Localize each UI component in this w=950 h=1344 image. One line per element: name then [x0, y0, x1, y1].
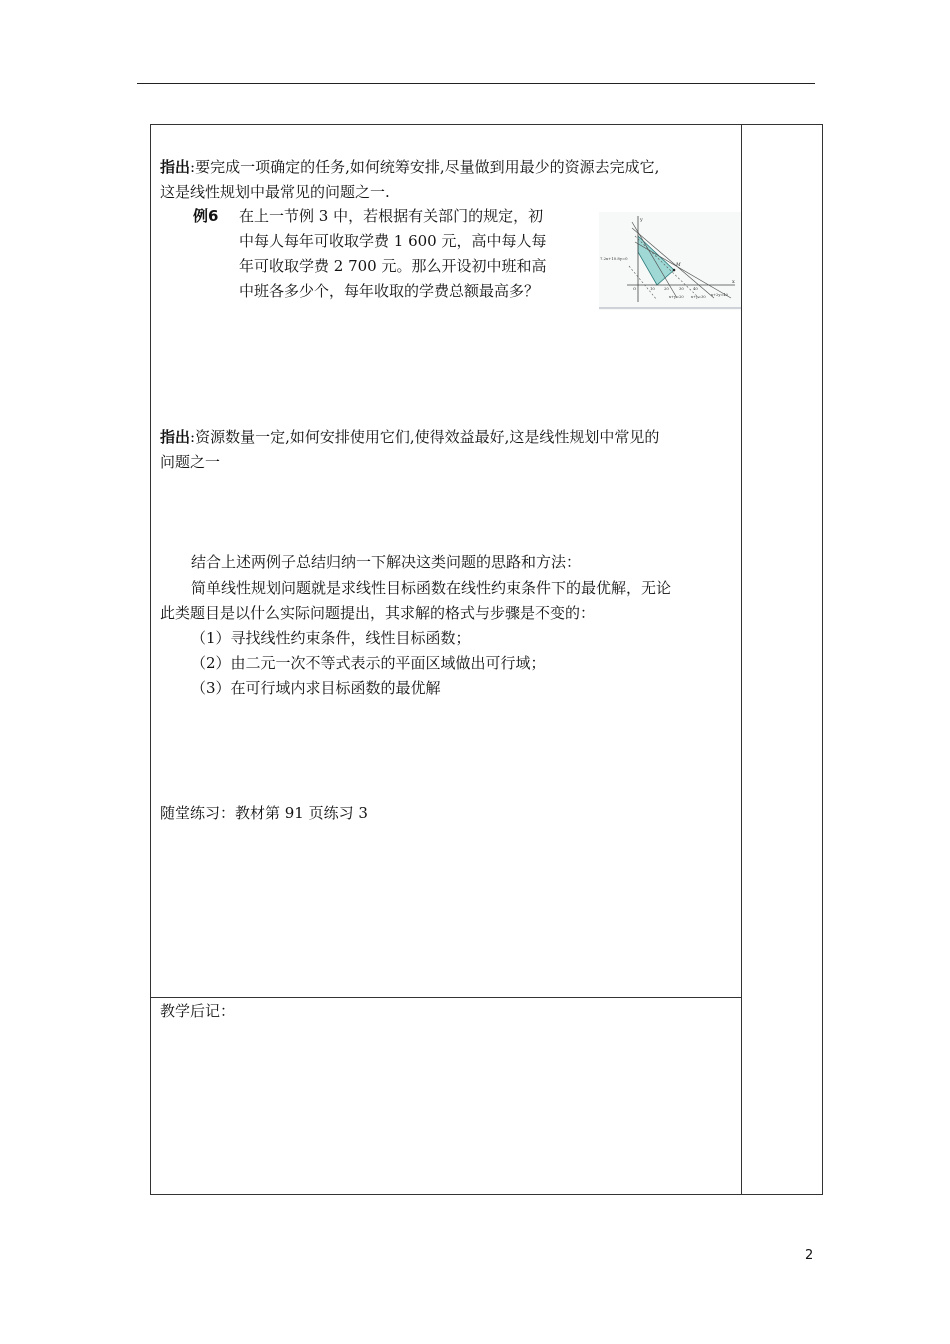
- example6-line2: 中每人每年可收取学费 1 600 元，高中每人每: [239, 232, 547, 250]
- objective-label: 7.2x+10.8y=0: [600, 256, 628, 261]
- x-tick-label: 30: [679, 286, 684, 291]
- x-tick-label: 10: [650, 286, 655, 291]
- example6-line3: 年可收取学费 2 700 元。那么开设初中班和高: [239, 257, 547, 275]
- note2-label: 指出: [160, 428, 191, 446]
- x-axis-label: x: [732, 279, 735, 285]
- summary-step1: （1）寻找线性约束条件，线性目标函数；: [191, 629, 471, 647]
- row-divider: [151, 997, 741, 998]
- point-label: M: [676, 263, 681, 268]
- example6-label: 例6: [193, 207, 219, 225]
- practice-line: 随堂练习：教材第 91 页练习 3: [160, 804, 368, 822]
- y-axis-label: y: [640, 217, 643, 223]
- origin-label: O: [633, 286, 637, 291]
- note1-line2: 这是线性规划中最常见的问题之一.: [160, 183, 390, 201]
- lesson-table: [150, 124, 823, 1195]
- note2-line2: 问题之一: [160, 453, 221, 471]
- note2-text-1: :资源数量一定,如何安排使用它们,使得效益最好,这是线性规划中常见的: [190, 428, 660, 446]
- summary-step3: （3）在可行域内求目标函数的最优解: [191, 679, 441, 697]
- line-label: x+y=30: [691, 295, 706, 299]
- note1-text-1: :要完成一项确定的任务,如何统筹安排,尽量做到用最少的资源去完成它,: [190, 158, 660, 176]
- feasible-region-figure: [599, 212, 741, 310]
- line-label: x+2y=40: [711, 293, 728, 297]
- column-divider: [741, 125, 742, 1194]
- optimal-point: [673, 269, 676, 272]
- summary-p2: 此类题目是以什么实际问题提出，其求解的格式与步骤是不变的：: [160, 604, 596, 622]
- postscript-label: 教学后记：: [160, 1002, 236, 1020]
- line-label: x+y=20: [669, 295, 684, 299]
- example6-line1: 在上一节例 3 中，若根据有关部门的规定，初: [239, 207, 544, 225]
- note1-line1: [160, 155, 659, 179]
- page-number: 2: [805, 1248, 814, 1263]
- x-tick-label: 20: [664, 286, 669, 291]
- x-tick-label: 40: [693, 286, 698, 291]
- note1-label: 指出: [160, 158, 191, 176]
- note2-line1: [160, 425, 659, 449]
- example6-line4: 中班各多少个，每年收取的学费总额最高多？: [239, 282, 540, 300]
- header-rule: [137, 83, 815, 84]
- summary-intro: 结合上述两例子总结归纳一下解决这类问题的思路和方法：: [191, 553, 582, 571]
- summary-step2: （2）由二元一次不等式表示的平面区域做出可行域；: [191, 654, 546, 672]
- summary-p1: 简单线性规划问题就是求线性目标函数在线性约束条件下的最优解，无论: [191, 579, 672, 597]
